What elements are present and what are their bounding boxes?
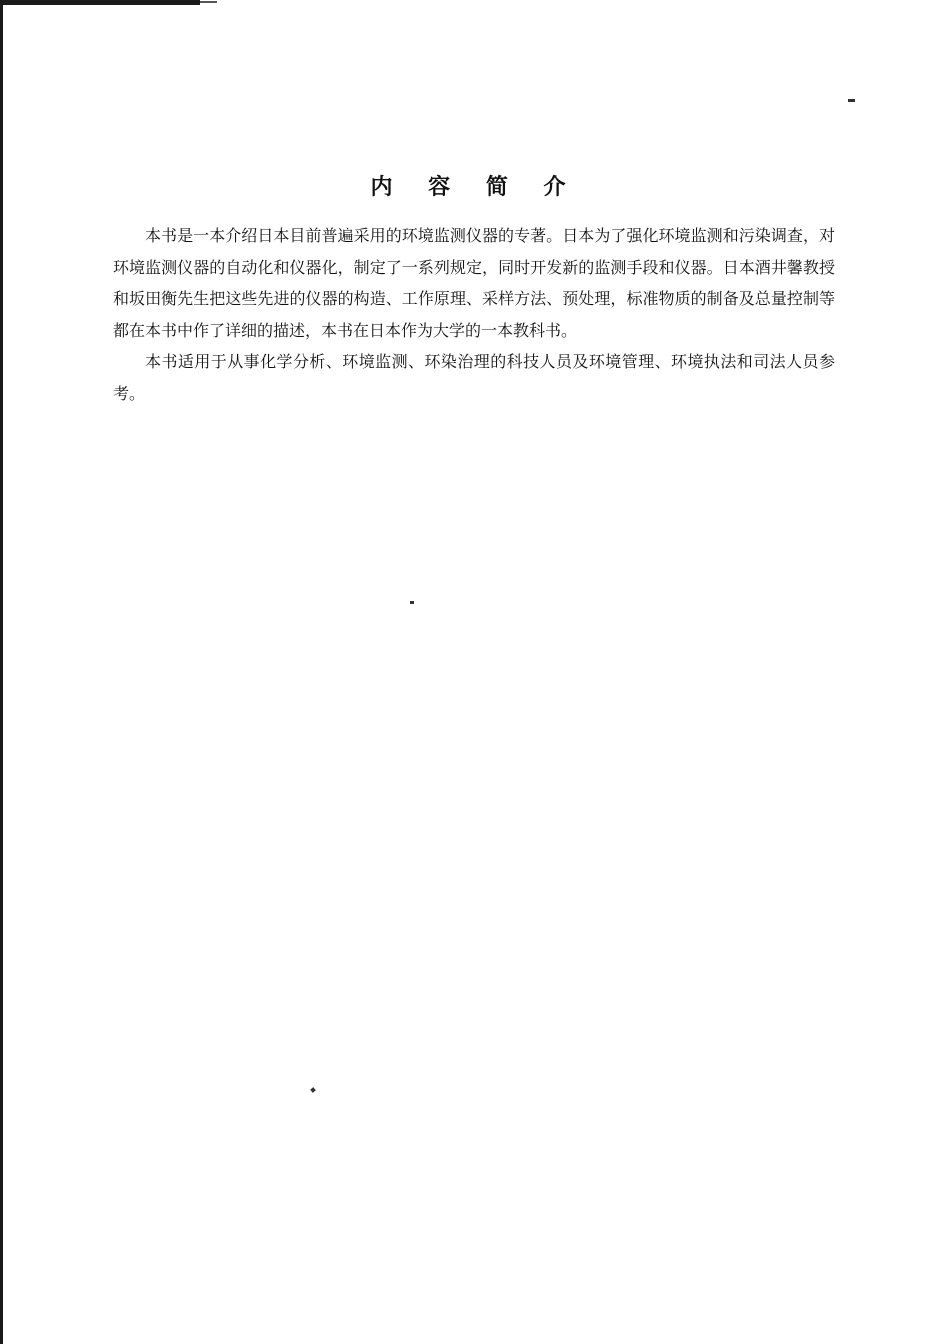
paragraph: 本书适用于从事化学分析、环境监测、环染治理的科技人员及环境管理、环境执法和司法人员参考。 bbox=[113, 352, 835, 403]
body-text bbox=[113, 220, 835, 409]
scan-speck bbox=[310, 1087, 316, 1093]
paragraph: 本书是一本介绍日本目前普遍采用的环境监测仪器的专著。日本为了强化环境监测和污染调查，对环境监测仪器的自动化和仪器化，制定了一系列规定，同时开发新的监测手段和仪器。日本酒井馨教授和坂田衡先生把这些先进的仪器的构造、工作原理、采样方法、预处理，标准物质的制备及总量控制等都在本书中作了详细的描述，本书在日本作为大学的一本教科书。 bbox=[113, 226, 835, 340]
scan-speck bbox=[410, 601, 414, 604]
scan-speck bbox=[848, 99, 855, 102]
top-rule bbox=[0, 0, 200, 5]
top-rule-tail bbox=[200, 1, 217, 3]
page-title: 内 容 简 介 bbox=[370, 175, 580, 200]
